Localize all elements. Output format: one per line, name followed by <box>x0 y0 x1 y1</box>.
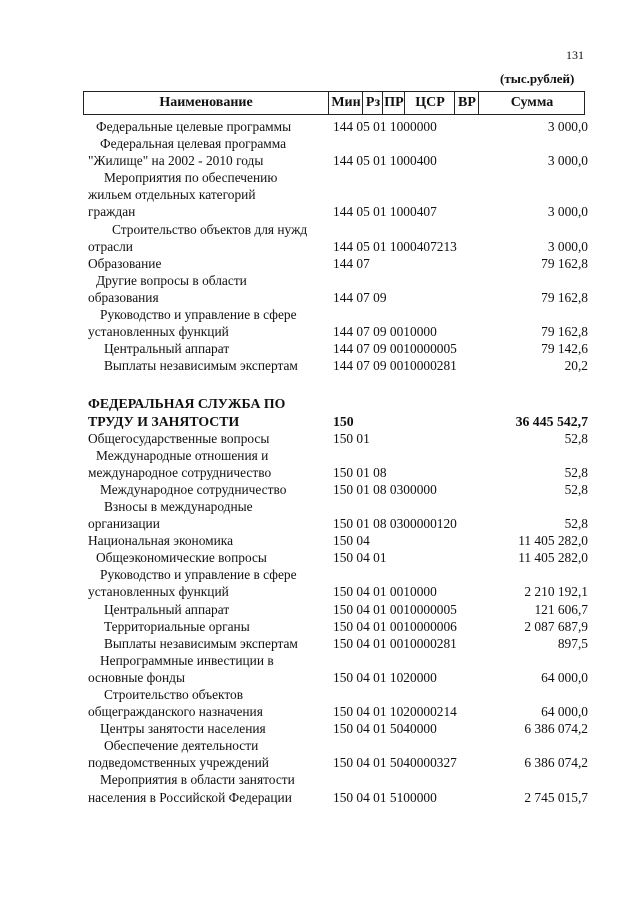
row-codes: 144 05 01 1000407213 <box>333 238 457 254</box>
table-row <box>0 430 640 447</box>
row-name-line: Мероприятия в области занятости <box>100 772 295 788</box>
row-amount: 36 445 542,7 <box>515 413 588 429</box>
row-name-line: Центры занятости населения <box>100 721 266 737</box>
row-amount: 79 142,6 <box>541 341 588 357</box>
row-name-line: Строительство объектов для нужд <box>112 221 308 237</box>
row-amount: 79 162,8 <box>541 324 588 340</box>
row-codes: 150 04 01 0010000281 <box>333 635 457 651</box>
row-name-line: Международное сотрудничество <box>100 481 287 497</box>
row-name-line: Выплаты независимым экспертам <box>104 635 298 651</box>
table-header <box>83 91 585 115</box>
header-rz: Рз <box>362 92 383 114</box>
row-codes: 144 07 09 0010000281 <box>333 358 457 374</box>
table-row <box>0 306 640 340</box>
row-name-line: жильем отдельных категорий <box>88 187 256 203</box>
row-name-line: Непрограммные инвестиции в <box>100 652 274 668</box>
row-amount: 3 000,0 <box>547 119 588 134</box>
row-amount: 3 000,0 <box>547 153 588 169</box>
table-row <box>0 340 640 357</box>
row-amount: 52,8 <box>564 430 588 446</box>
row-amount: 6 386 074,2 <box>524 755 588 771</box>
table-row <box>0 395 640 429</box>
row-codes: 150 04 01 1020000 <box>333 669 437 685</box>
row-codes: 150 04 01 0010000005 <box>333 601 457 617</box>
table-row <box>0 635 640 652</box>
table-row <box>0 771 640 805</box>
row-name-line: Общегосударственные вопросы <box>88 430 270 446</box>
row-name-line: Федеральная целевая программа <box>100 136 287 152</box>
row-name-line: общегражданского назначения <box>88 704 263 720</box>
row-name-line: Мероприятия по обеспечению <box>104 170 278 186</box>
row-codes: 144 05 01 1000407 <box>333 204 437 220</box>
row-name-line: установленных функций <box>88 324 229 340</box>
row-amount: 79 162,8 <box>541 289 588 305</box>
row-amount: 52,8 <box>564 516 588 532</box>
row-name-line: Образование <box>88 255 162 271</box>
row-amount: 3 000,0 <box>547 204 588 220</box>
table-row <box>0 498 640 532</box>
row-amount: 79 162,8 <box>541 255 588 271</box>
row-amount: 11 405 282,0 <box>518 550 588 566</box>
row-amount: 20,2 <box>564 358 588 374</box>
row-codes: 144 07 <box>333 255 370 271</box>
row-name-line: Строительство объектов <box>104 687 244 703</box>
row-amount: 64 000,0 <box>541 704 588 720</box>
table-row <box>0 601 640 618</box>
row-name-line: "Жилище" на 2002 - 2010 годы <box>88 153 264 169</box>
row-name-line: Национальная экономика <box>88 533 234 549</box>
table-row <box>0 566 640 600</box>
row-codes: 150 01 08 <box>333 464 387 480</box>
row-codes: 150 04 01 5100000 <box>333 789 437 805</box>
row-name-line: международное сотрудничество <box>88 464 272 480</box>
row-name-line: Другие вопросы в области <box>96 272 247 288</box>
row-name-line: Выплаты независимым экспертам <box>104 358 298 374</box>
row-codes: 150 01 08 0300000120 <box>333 516 457 532</box>
row-codes: 150 04 01 0010000006 <box>333 618 457 634</box>
row-codes: 150 01 <box>333 430 370 446</box>
table-row <box>0 272 640 306</box>
page-number: 131 <box>566 48 584 62</box>
units-label: (тыс.рублей) <box>500 71 575 86</box>
row-amount: 52,8 <box>564 464 588 480</box>
header-csr: ЦСР <box>404 92 455 114</box>
row-amount: 3 000,0 <box>547 238 588 254</box>
header-min: Мин <box>328 92 363 114</box>
row-name-line: отрасли <box>88 238 133 254</box>
row-name-line: Взносы в международные <box>104 498 253 514</box>
row-amount: 2 087 687,9 <box>524 618 588 634</box>
row-codes: 150 04 <box>333 533 370 549</box>
row-amount: 52,8 <box>564 481 588 497</box>
row-name-line: образования <box>88 289 159 305</box>
table-row <box>0 255 640 272</box>
row-name-line: Федеральные целевые программы <box>96 119 292 134</box>
row-codes: 150 04 01 1020000214 <box>333 704 457 720</box>
table-row <box>0 549 640 566</box>
row-name-line: Общеэкономические вопросы <box>96 550 267 566</box>
row-codes: 144 07 09 0010000 <box>333 324 437 340</box>
header-vr: ВР <box>454 92 479 114</box>
row-name-line: Центральный аппарат <box>104 601 230 617</box>
row-name-line: Территориальные органы <box>104 618 250 634</box>
table-row <box>0 652 640 686</box>
table-row <box>0 169 640 220</box>
row-name-line: населения в Российской Федерации <box>88 789 292 805</box>
table-row <box>0 481 640 498</box>
row-name-line: подведомственных учреждений <box>88 755 269 771</box>
row-amount: 6 386 074,2 <box>524 721 588 737</box>
row-name-line: основные фонды <box>88 669 185 685</box>
row-name-line: ФЕДЕРАЛЬНАЯ СЛУЖБА ПО <box>88 396 286 412</box>
row-codes: 144 07 09 0010000005 <box>333 341 457 357</box>
row-codes: 144 05 01 1000400 <box>333 153 437 169</box>
row-name-line: Руководство и управление в сфере <box>100 307 297 323</box>
header-name: Наименование <box>159 95 253 110</box>
table-row <box>0 737 640 771</box>
row-codes: 150 04 01 5040000 <box>333 721 437 737</box>
table-row <box>0 532 640 549</box>
row-codes: 150 04 01 0010000 <box>333 584 437 600</box>
row-name-line: граждан <box>88 204 136 220</box>
table-row <box>0 618 640 635</box>
row-name-line: Руководство и управление в сфере <box>100 567 297 583</box>
row-amount: 2 745 015,7 <box>524 789 588 805</box>
table-row <box>0 686 640 720</box>
row-name-line: ТРУДУ И ЗАНЯТОСТИ <box>88 413 240 429</box>
row-amount: 11 405 282,0 <box>518 533 588 549</box>
row-name-line: организации <box>88 516 160 532</box>
row-amount: 64 000,0 <box>541 669 588 685</box>
budget-table-body <box>0 118 640 806</box>
table-row <box>0 118 640 135</box>
row-codes: 144 07 09 <box>333 289 387 305</box>
row-amount: 897,5 <box>557 635 588 651</box>
header-pr: ПР <box>382 92 405 114</box>
row-name-line: Обеспечение деятельности <box>104 738 259 754</box>
row-amount: 2 210 192,1 <box>524 584 588 600</box>
row-codes: 150 04 01 5040000327 <box>333 755 457 771</box>
row-name-line: Международные отношения и <box>96 447 269 463</box>
row-name-line: установленных функций <box>88 584 229 600</box>
header-sum: Сумма <box>478 92 585 114</box>
row-codes: 144 05 01 1000000 <box>333 119 437 134</box>
table-row <box>0 135 640 169</box>
row-name-line: Центральный аппарат <box>104 341 230 357</box>
table-row <box>0 357 640 374</box>
row-codes: 150 01 08 0300000 <box>333 481 437 497</box>
row-codes: 150 04 01 <box>333 550 387 566</box>
row-amount: 121 606,7 <box>534 601 588 617</box>
table-row <box>0 221 640 255</box>
table-row <box>0 447 640 481</box>
row-codes: 150 <box>333 413 354 429</box>
table-row <box>0 720 640 737</box>
